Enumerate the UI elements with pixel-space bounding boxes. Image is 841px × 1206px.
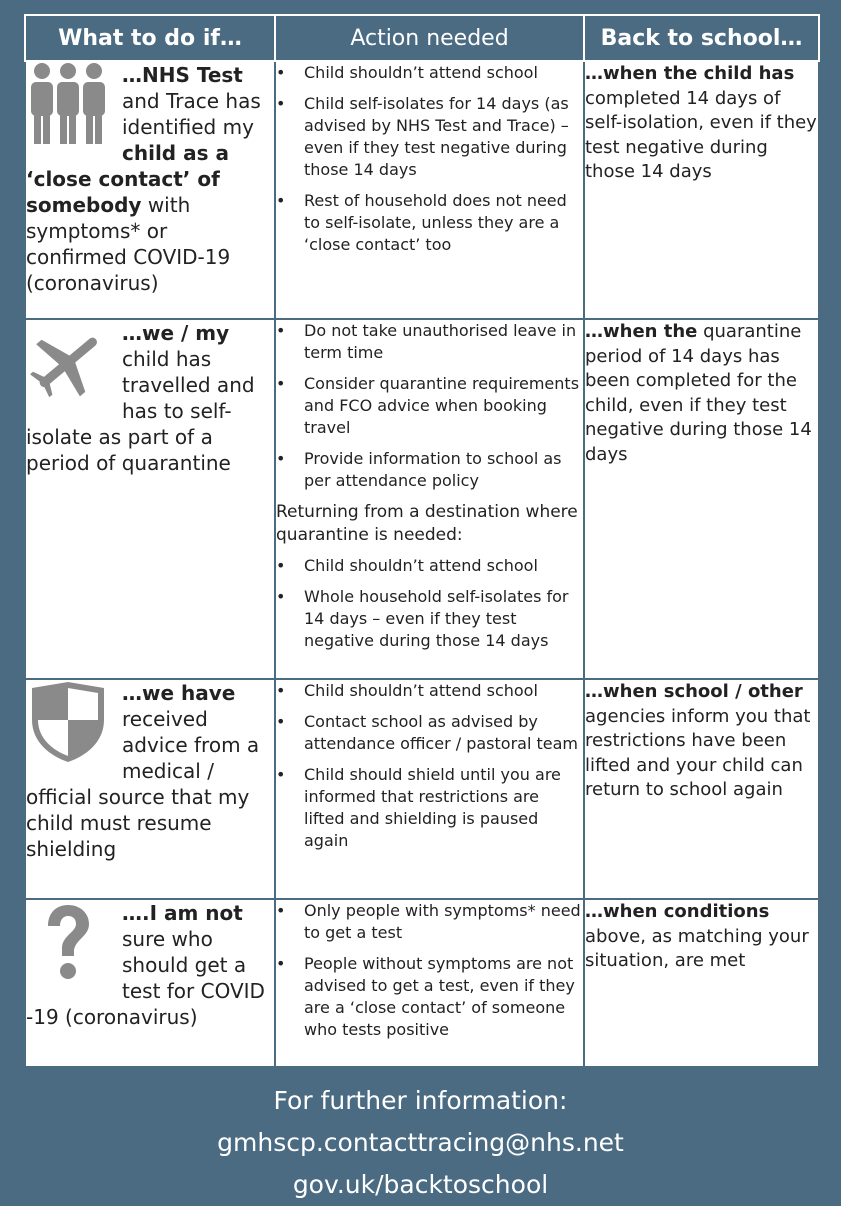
list-item: • Rest of household does not need to self-isolate, unless they are a ‘close contact’ too — [276, 191, 567, 254]
what-cell — [25, 61, 275, 319]
header-action-needed: Action needed — [275, 15, 584, 61]
back-to-school-cell: …when conditions above, as matching your situation, are met — [584, 899, 819, 1067]
table-row — [25, 61, 819, 319]
table-row — [25, 899, 819, 1067]
people-icon — [26, 62, 110, 146]
footer-website-link[interactable]: gov.uk/backtoschool — [292, 1170, 549, 1199]
list-item: • Child should shield until you are informed that restrictions are lifted and shielding is paused again — [276, 765, 561, 850]
list-item: • People without symptoms are not advised to get a test, even if they are a ‘close contact’ of someone who tests positive — [276, 954, 575, 1039]
returning-subheading: Returning from a destination where quarantine is needed: — [276, 502, 578, 545]
back-to-school-cell: …when school / other agencies inform you that restrictions have been lifted and your child can return to school again — [584, 679, 819, 899]
list-item: • Child shouldn’t attend school — [276, 63, 538, 82]
shield-icon — [26, 680, 110, 764]
what-cell — [25, 319, 275, 679]
action-cell — [275, 679, 584, 899]
footer-heading: For further information: — [273, 1086, 568, 1115]
what-cell — [25, 899, 275, 1067]
question-mark-icon — [26, 900, 110, 984]
what-text-tail: received advice from a medical / official source that my child must resume shielding — [26, 707, 260, 861]
list-item: • Consider quarantine requirements and FCO advice when booking travel — [276, 374, 580, 437]
what-heading: …we / my — [122, 321, 230, 345]
action-cell — [275, 319, 584, 679]
list-item: • Child shouldn’t attend school — [276, 681, 538, 700]
list-item: • Only people with symptoms* need to get a test — [276, 901, 581, 942]
list-item: • Provide information to school as per attendance policy — [276, 449, 562, 490]
what-heading: …we have — [122, 681, 236, 705]
airplane-icon — [26, 320, 110, 404]
table-row — [25, 319, 819, 679]
list-item: • Contact school as advised by attendance officer / pastoral team — [276, 712, 578, 753]
footer — [0, 1080, 841, 1206]
what-text-tail: child has travelled and has to self-isolate as part of a period of quarantine — [26, 347, 255, 475]
action-cell — [275, 61, 584, 319]
what-heading: …NHS Test — [122, 63, 243, 87]
guidance-table — [24, 14, 820, 1068]
list-item: • Child shouldn’t attend school — [276, 556, 538, 575]
what-text-tail: sure who should get a test for COVID -19 (coronavirus) — [26, 927, 265, 1029]
table-row — [25, 679, 819, 899]
table-header-row — [25, 15, 819, 61]
list-item: • Whole household self-isolates for 14 days – even if they test negative during those 14 days — [276, 587, 569, 650]
footer-email-link[interactable]: gmhscp.contacttracing@nhs.net — [217, 1128, 624, 1157]
back-to-school-cell: …when the child has completed 14 days of self-isolation, even if they test negative during those 14 days — [584, 61, 819, 319]
what-cell — [25, 679, 275, 899]
list-item: • Do not take unauthorised leave in term time — [276, 321, 577, 362]
action-cell — [275, 899, 584, 1067]
header-back-to-school: Back to school… — [584, 15, 819, 61]
what-heading: ….I am not — [122, 901, 243, 925]
what-text: and Trace has identified my — [122, 89, 261, 139]
header-what-to-do-if: What to do if… — [25, 15, 275, 61]
list-item: • Child self-isolates for 14 days (as advised by NHS Test and Trace) – even if they test negative during those 14 days — [276, 94, 569, 179]
what-emphasis: child as a ‘close contact’ of somebody — [26, 141, 229, 217]
what-text-tail: with symptoms* or confirmed COVID-19 (coronavirus) — [26, 193, 231, 295]
back-to-school-cell: …when the quarantine period of 14 days has been completed for the child, even if they test negative during those 14 days — [584, 319, 819, 679]
